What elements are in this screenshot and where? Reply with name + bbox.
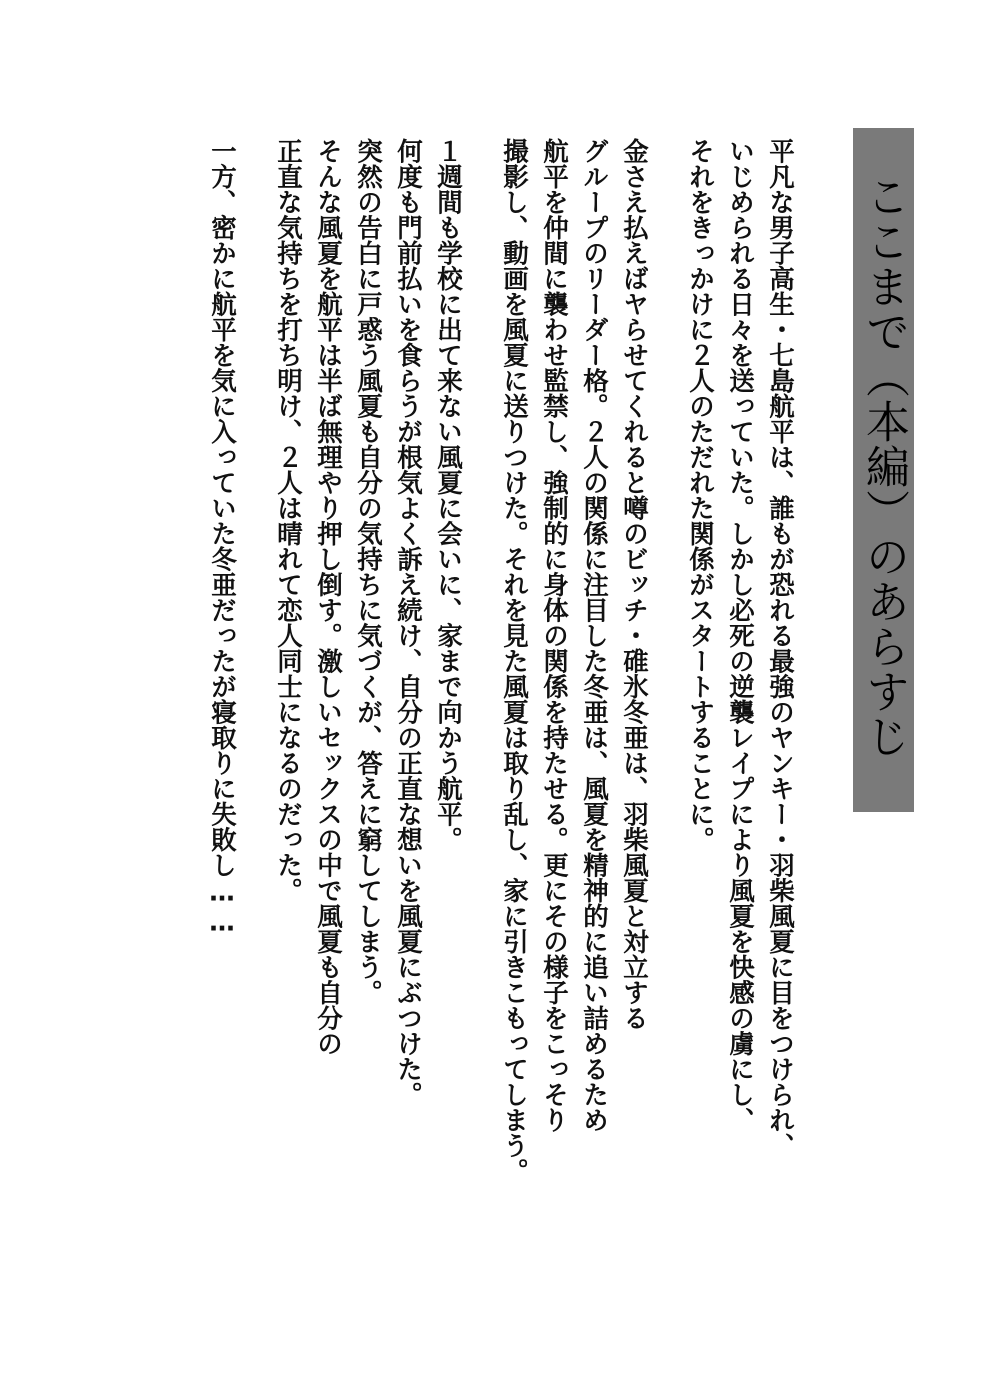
page-title: ここまで（本編）のあらすじ <box>858 174 909 759</box>
text-line: そんな風夏を航平は半ば無理やり押し倒す。激しいセックスの中で風夏も自分の <box>313 138 343 1056</box>
text-line: 正直な気持ちを打ち明け、２人は晴れて恋人同士になるのだった。 <box>273 138 303 903</box>
title-band <box>853 128 914 812</box>
text-line: いじめられる日々を送っていた。しかし必死の逆襲レイプにより風夏を快感の虜にし、 <box>725 138 755 1133</box>
text-line: それをきっかけに２人のただれた関係がスタートすることに。 <box>685 138 715 852</box>
text-line: グループのリーダー格。２人の関係に注目した冬亜は、風夏を精神的に追い詰めるため <box>579 138 609 1133</box>
synopsis-body <box>180 138 800 1248</box>
paragraph-4 <box>202 138 242 1248</box>
text-line: 一方、密かに航平を気に入っていた冬亜だったが寝取りに失敗し…… <box>207 138 237 938</box>
text-line: 突然の告白に戸惑う風夏も自分の気持ちに気づくが、答えに窮してしまう。 <box>353 138 383 1005</box>
text-line: 撮影し、動画を風夏に送りつけた。それを見た風夏は取り乱し、家に引きこもってしまう。 <box>499 138 529 1184</box>
text-line: 金さえ払えばヤらせてくれると噂のビッチ・碓氷冬亜は、羽柴風夏と対立する <box>619 138 649 1031</box>
paragraph-2 <box>494 138 654 1248</box>
text-line: １週間も学校に出て来ない風夏に会いに、家まで向かう航平。 <box>433 138 463 852</box>
text-line: 平凡な男子高生・七島航平は、誰もが恐れる最強のヤンキー・羽柴風夏に目をつけられ、 <box>765 138 795 1158</box>
text-line: 航平を仲間に襲わせ監禁し、強制的に身体の関係を持たせる。更にその様子をこっそり <box>539 138 569 1133</box>
paragraph-1 <box>680 138 800 1248</box>
text-line: 何度も門前払いを食らうが根気よく訴え続け、自分の正直な想いを風夏にぶつけた。 <box>393 138 423 1107</box>
paragraph-3 <box>268 138 468 1248</box>
